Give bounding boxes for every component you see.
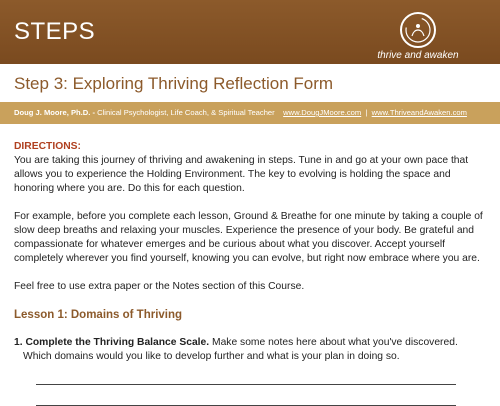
directions-paragraph-1: You are taking this journey of thriving and awakening in steps. Tune in and go at your own pace that allows you to experience the Holding Environment. The key to evolving is holding the space and honoring where you are. Do this for each question. (14, 155, 469, 194)
directions-heading: DIRECTIONS: (14, 141, 81, 152)
answer-line[interactable] (36, 384, 456, 385)
author-name: Doug J. Moore, Ph.D. - (14, 108, 95, 117)
author-byline (0, 102, 500, 124)
link-dougjmoore[interactable]: www.DougJMoore.com (283, 108, 362, 117)
header-banner (0, 0, 500, 64)
page-title: Step 3: Exploring Thriving Reflection Form (14, 74, 334, 93)
author-roles: Clinical Psychologist, Life Coach, & Spiritual Teacher (97, 108, 275, 117)
banner-title: STEPS (14, 18, 96, 45)
lesson-heading: Lesson 1: Domains of Thriving (14, 309, 183, 321)
directions-paragraph-3: Feel free to use extra paper or the Notes section of this Course. (14, 281, 305, 292)
swirl-logo-icon (398, 10, 438, 50)
link-thriveandawaken[interactable]: www.ThriveandAwaken.com (371, 108, 467, 117)
question-1-text: Make some notes here about what you've discovered. (209, 337, 458, 348)
question-1-followup: Which domains would you like to develop further and what is your plan in doing so. (23, 351, 400, 362)
byline-separator: | (365, 108, 368, 117)
question-1-title: 1. Complete the Thriving Balance Scale. (14, 337, 210, 348)
document-body (14, 140, 486, 406)
question-1 (14, 336, 486, 364)
thrive-and-awaken-logo (348, 10, 488, 62)
directions-paragraph-2: For example, before you complete each lesson, Ground & Breathe for one minute by taking a couple of slow deep breaths and relaxing your muscles. Experience the presence of your body. Be grateful and compassionate for whatever emerges and be curious about what you discover. Accept yourself completely wherever you find yourself, knowing you can evolve, but right now embrace where you are. (14, 211, 483, 264)
logo-wordmark: thrive and awaken (377, 50, 459, 61)
